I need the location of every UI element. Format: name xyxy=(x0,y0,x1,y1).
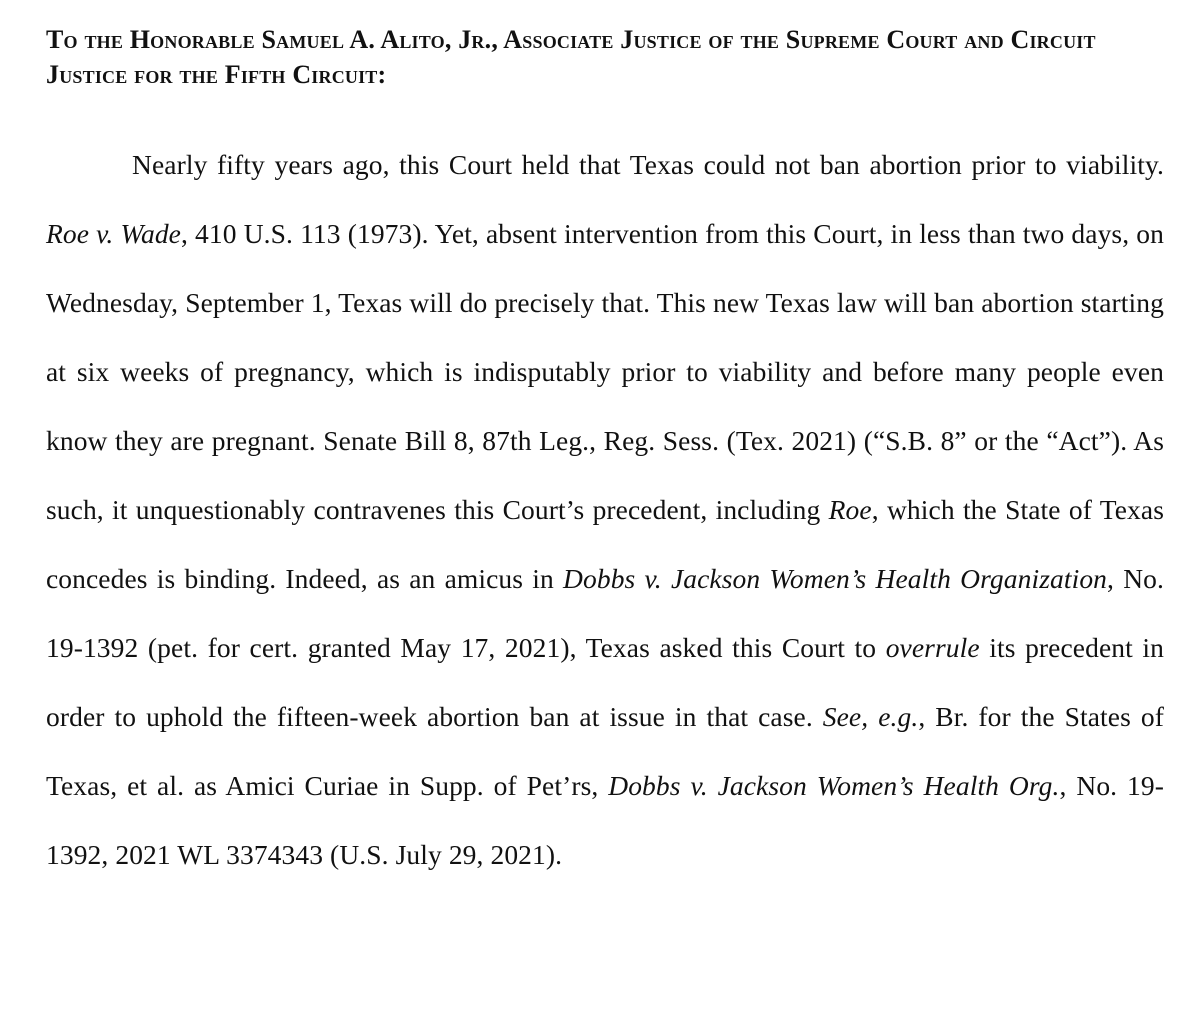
text-segment: Nearly fifty years ago, this Court held that Texas could not ban abortion prior to viability. xyxy=(132,149,1164,180)
text-segment: , 410 U.S. 113 (1973). Yet, absent intervention from this Court, in less than two days, on Wednesday, September 1, Texas will do precisely that. This new Texas law will ban abortion starting at six weeks of pregnancy, which is indisputably prior to viability and before many people even know they are pregnant. Senate Bill 8, 87th Leg., Reg. Sess. (Tex. 2021) (“S.B. 8” or the “Act”). As such, it unquestionably contravenes this Court’s precedent, including xyxy=(46,218,1165,525)
text-segment: , No. 19-1392, 2021 WL 3374343 (U.S. July 29, 2021). xyxy=(46,770,1164,870)
text-segment: , No. 19-1392 (pet. for cert. granted May 17, 2021), Texas asked this Court to xyxy=(46,563,1164,663)
body-paragraph xyxy=(46,130,1164,889)
case-citation: Roe v. Wade xyxy=(46,218,181,249)
case-citation: Roe xyxy=(828,494,872,525)
case-citation: Dobbs v. Jackson Women’s Health Org. xyxy=(608,770,1060,801)
text-segment: , which the State of Texas concedes is binding. Indeed, as an amicus in xyxy=(46,494,1164,594)
text-segment: , Br. for the States of Texas, et al. as Amici Curiae in Supp. of Pet’rs, xyxy=(46,701,1164,801)
case-citation: Dobbs v. Jackson Women’s Health Organization xyxy=(563,563,1108,594)
text-segment: its precedent in order to uphold the fifteen-week abortion ban at issue in that case. xyxy=(46,632,1164,732)
document-page xyxy=(46,22,1164,889)
citation-signal: See, e.g. xyxy=(822,701,919,732)
address-line: To the Honorable Samuel A. Alito, Jr., Associate Justice of the Supreme Court and Circuit Justice for the Fifth Circuit: xyxy=(46,25,1096,89)
emphasized-word: overrule xyxy=(885,632,980,663)
